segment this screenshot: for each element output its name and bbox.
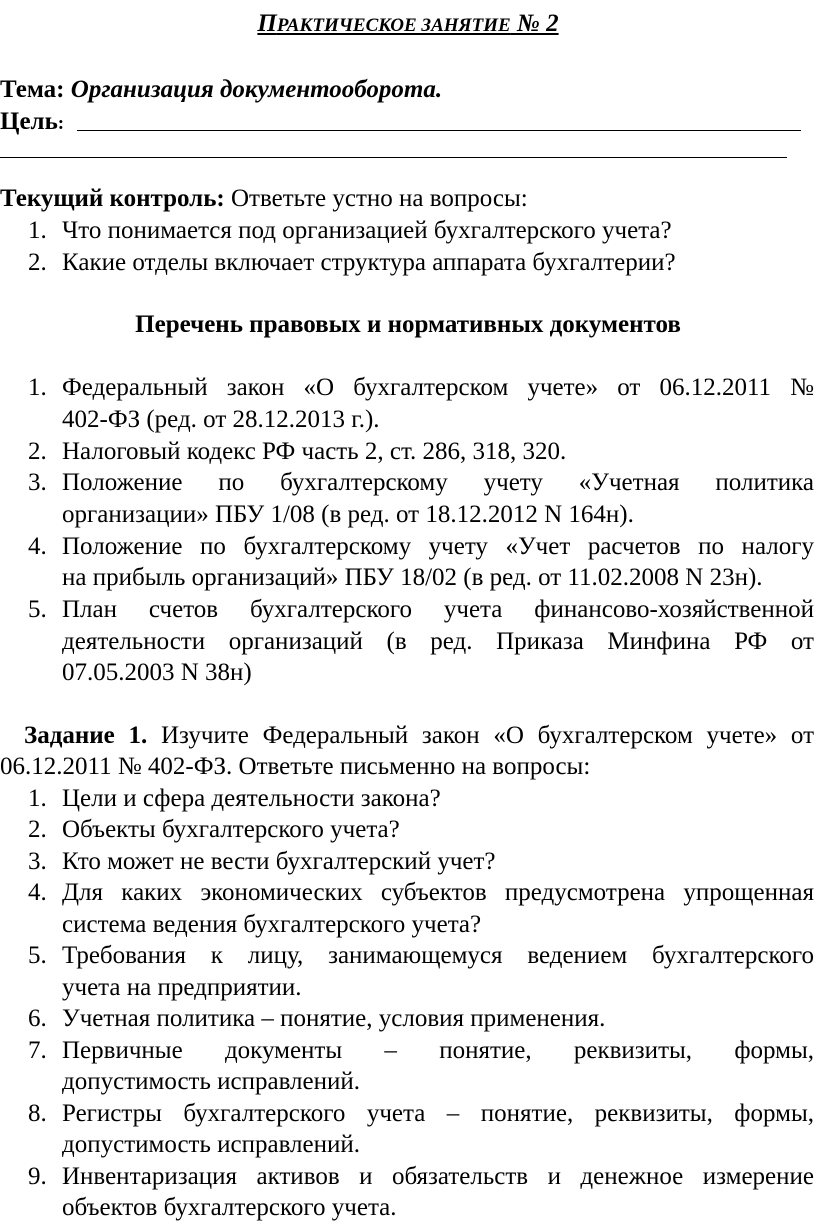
- item-text: Требования к лицу, занимающемуся ведением бухгалтерского: [62, 942, 814, 969]
- item-number: 2.: [28, 438, 47, 465]
- item-number: 3.: [28, 469, 47, 496]
- task1-text: Изучите Федеральный закон «О бухгалтерском учете» от: [160, 722, 815, 749]
- docs-heading: Перечень правовых и нормативных документов: [135, 311, 681, 338]
- item-text: на прибыль организаций» ПБУ 18/02 (в ред. от 11.02.2008 N 23н).: [62, 564, 763, 591]
- item-text: Учетная политика – понятие, условия применения.: [62, 1005, 606, 1032]
- item-text: Положение по бухгалтерскому учету «Учет расчетов по налогу: [62, 533, 814, 560]
- item-text: организации» ПБУ 1/08 (в ред. от 18.12.2012 N 164н).: [62, 501, 634, 528]
- item-text: допустимость исправлений.: [62, 1068, 360, 1095]
- item-text: Инвентаризация активов и обязательств и денежное измерение: [62, 1163, 814, 1190]
- title-first-letter: П: [257, 10, 277, 37]
- page-title: [0, 8, 816, 42]
- goal-colon: :: [57, 113, 65, 134]
- item-text: Для каких экономических субъектов предусмотрена упрощенная: [62, 879, 814, 906]
- goal-underline: [77, 130, 801, 131]
- item-text: Цели и сфера деятельности закона?: [62, 785, 441, 812]
- item-number: 1.: [28, 217, 47, 244]
- item-text: допустимость исправлений.: [62, 1131, 360, 1158]
- item-text: Первичные документы – понятие, реквизиты, формы,: [62, 1037, 814, 1064]
- item-number: 6.: [28, 1005, 47, 1032]
- item-text: Объекты бухгалтерского учета?: [62, 816, 400, 843]
- item-text: Какие отделы включает структура аппарата бухгалтерии?: [62, 249, 676, 276]
- item-text: Что понимается под организацией бухгалтерского учета?: [62, 217, 672, 244]
- item-text: система ведения бухгалтерского учета?: [62, 911, 482, 938]
- item-number: 2.: [28, 249, 47, 276]
- item-text: деятельности организаций (в ред. Приказа Минфина РФ от: [62, 628, 814, 655]
- control-label: Текущий контроль:: [0, 185, 225, 212]
- item-number: 1.: [28, 785, 47, 812]
- item-text: Налоговый кодекс РФ часть 2, ст. 286, 318, 320.: [62, 438, 567, 465]
- goal-label: Цель: [0, 108, 58, 135]
- item-text: 07.05.2003 N 38н): [62, 659, 252, 686]
- topic-label: Тема:: [0, 76, 65, 103]
- item-number: 8.: [28, 1100, 47, 1127]
- item-text: Кто может не вести бухгалтерский учет?: [62, 848, 496, 875]
- goal-underline-2: [0, 157, 787, 158]
- topic-value: Организация документооборота.: [70, 76, 443, 103]
- item-number: 5.: [28, 942, 47, 969]
- task1-intro-line1: [0, 720, 814, 751]
- goal-line: [0, 106, 64, 140]
- item-number: 4.: [28, 533, 47, 560]
- item-text: учета на предприятии.: [62, 974, 302, 1001]
- task1-intro-line2: 06.12.2011 № 402-ФЗ. Ответьте письменно на вопросы:: [0, 753, 591, 780]
- item-number: 1.: [28, 374, 47, 401]
- item-text: 402-ФЗ (ред. от 28.12.2013 г.).: [62, 406, 380, 433]
- item-number: 7.: [28, 1037, 47, 1064]
- title-rest: РАКТИЧЕСКОЕ ЗАНЯТИЕ: [276, 15, 511, 36]
- control-line: [0, 183, 528, 215]
- item-text: Регистры бухгалтерского учета – понятие, реквизиты, формы,: [62, 1100, 814, 1127]
- item-text: объектов бухгалтерского учета.: [62, 1194, 397, 1221]
- item-text: План счетов бухгалтерского учета финансово-хозяйственной: [62, 596, 814, 623]
- title-number: № 2: [516, 10, 559, 37]
- item-number: 3.: [28, 848, 47, 875]
- item-number: 4.: [28, 879, 47, 906]
- item-number: 5.: [28, 596, 47, 623]
- item-number: 9.: [28, 1163, 47, 1190]
- item-text: Федеральный закон «О бухгалтерском учете» от 06.12.2011 №: [62, 374, 814, 401]
- task1-label: Задание 1.: [24, 722, 148, 749]
- item-number: 2.: [28, 816, 47, 843]
- topic-line: [0, 74, 442, 106]
- item-text: Положение по бухгалтерскому учету «Учетная политика: [62, 469, 814, 496]
- control-text: Ответьте устно на вопросы:: [231, 185, 528, 212]
